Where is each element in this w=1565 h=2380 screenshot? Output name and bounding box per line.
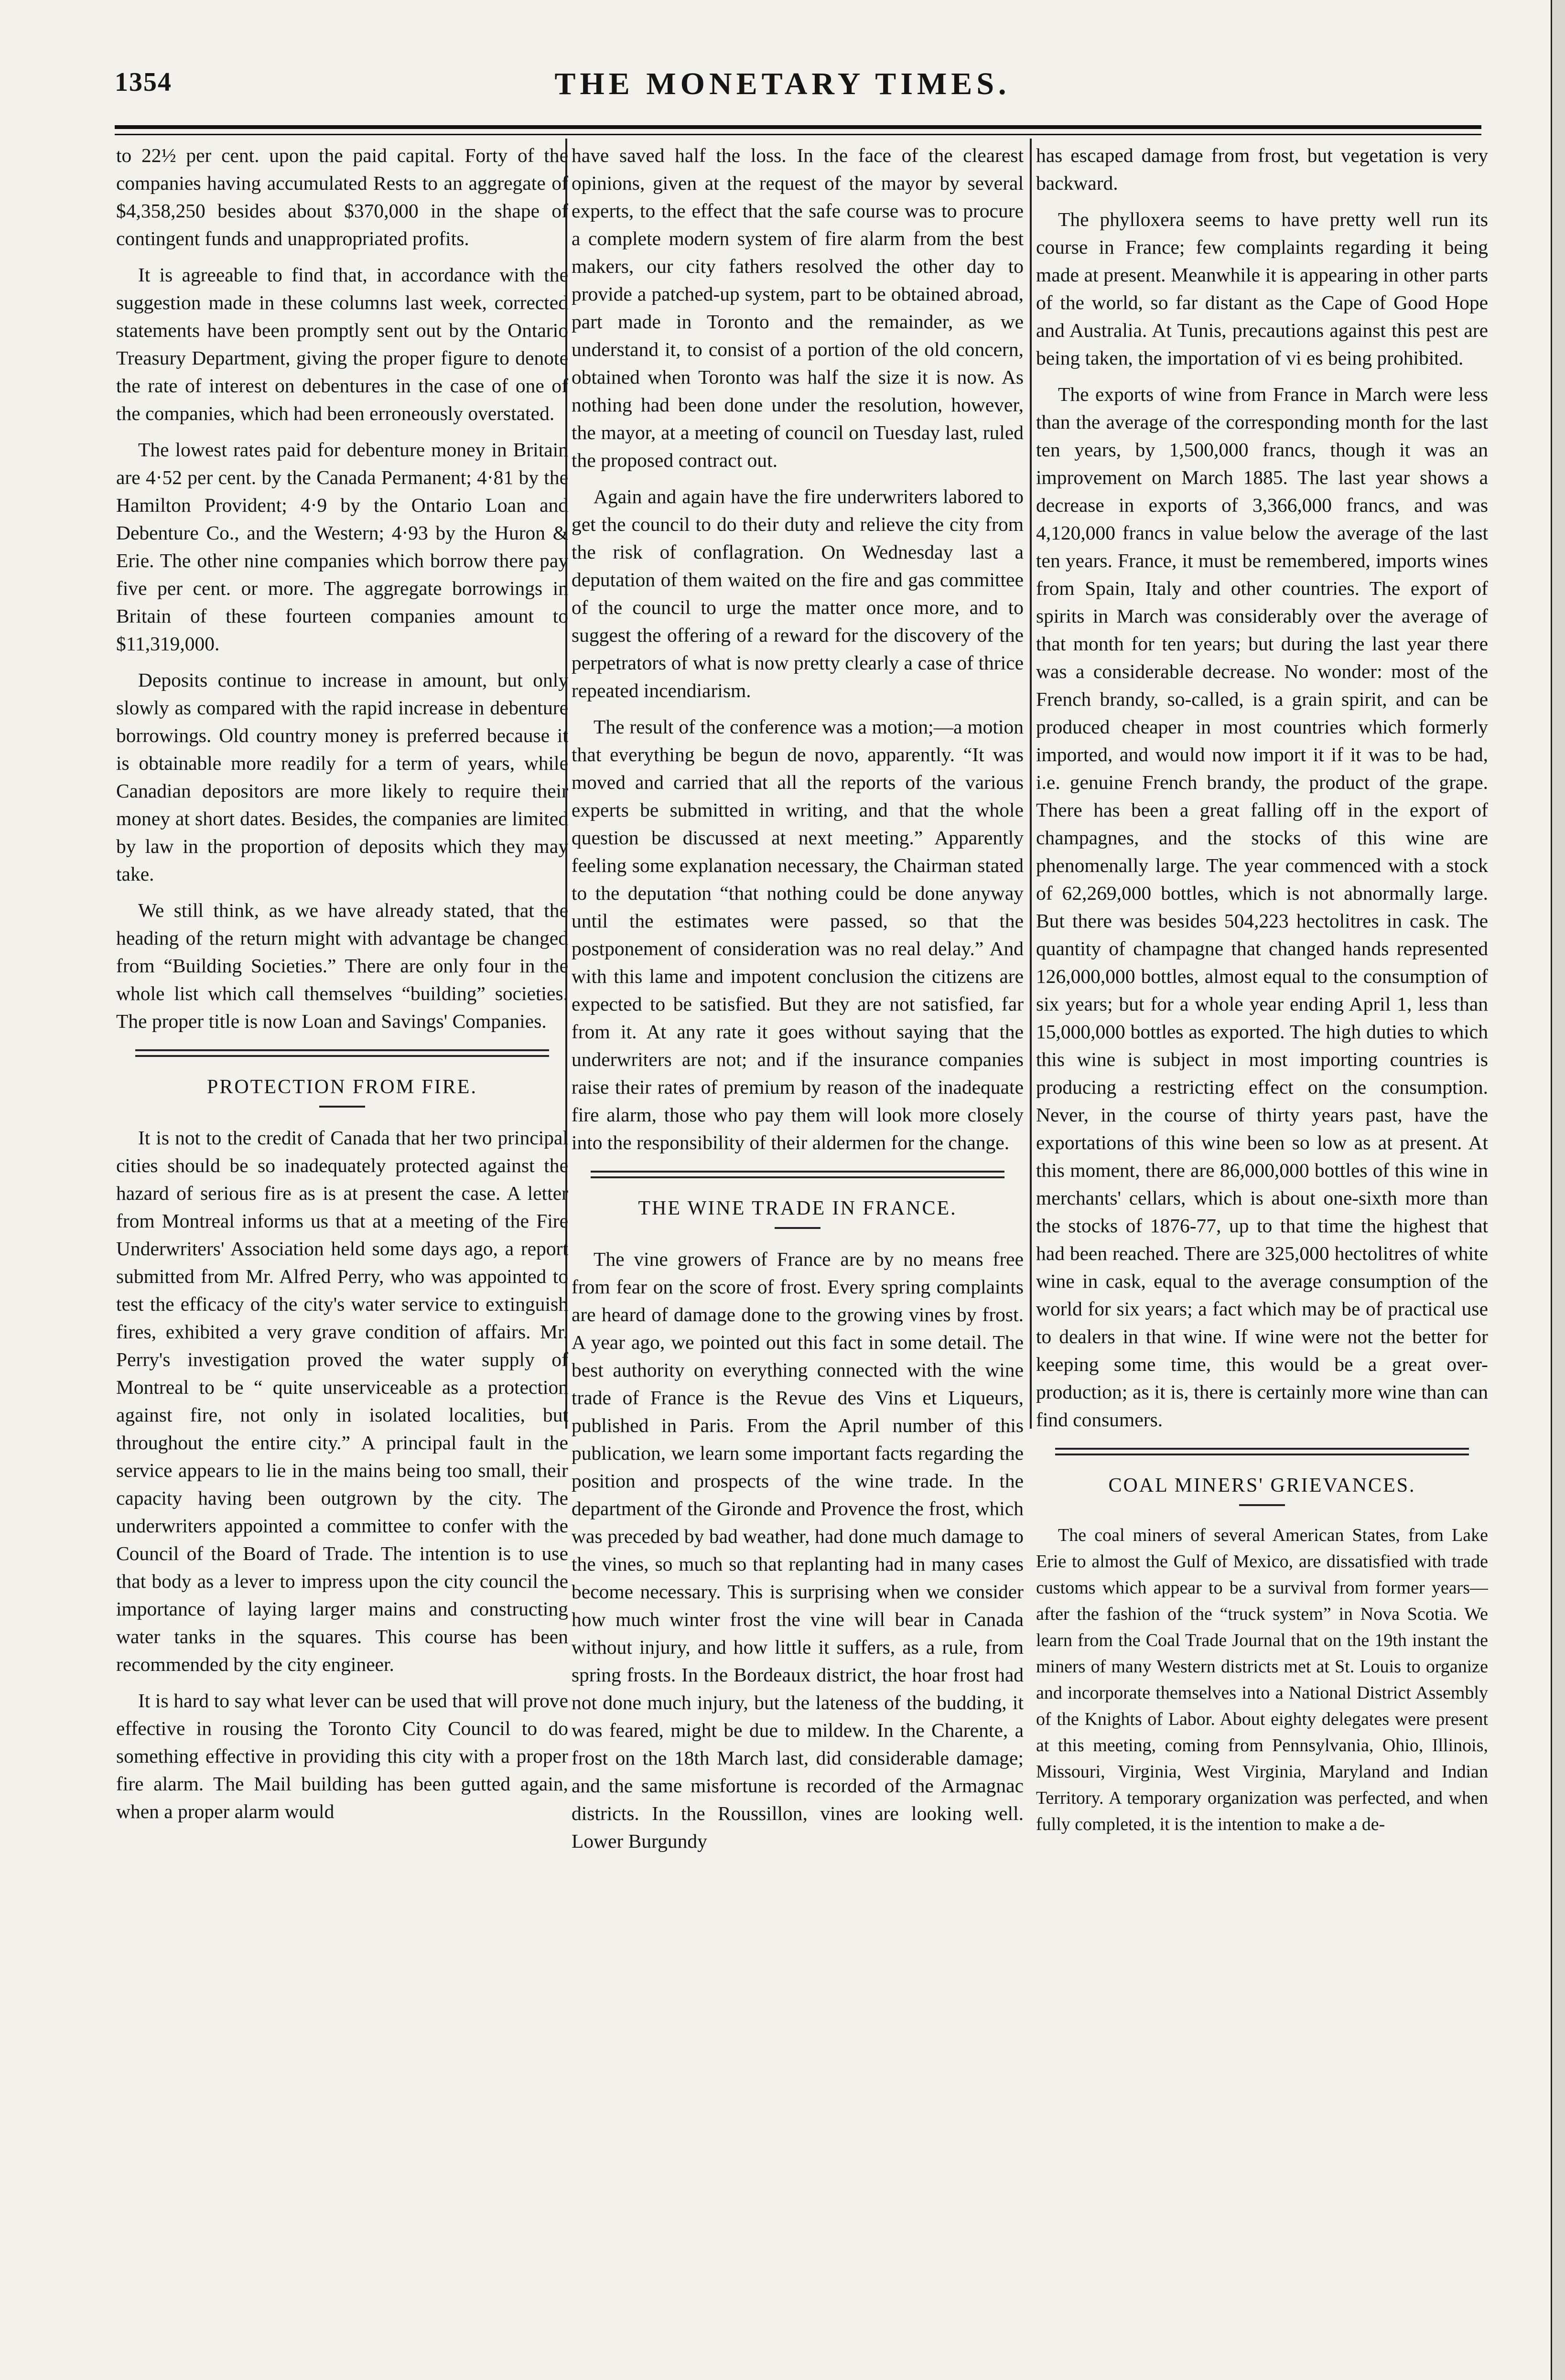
paragraph: The exports of wine from France in March were less than the average of the corresponding month for the last ten years, by 1,500,000 francs, though it was an improvement on March 1885. The last year shows a decrease in exports of 3,366,000 francs, and was 4,120,000 francs in value below the average of the last ten years. France, it must be remembered, imports wines from Spain, Italy and other countries. The export of spirits in March was considerably over the average of that month for ten years; but during the last year there was a considerable decrease. No wonder: most of the French brandy, so-called, is a grain spirit, and can be produced cheaper in most countries which formerly imported, and would now import it if it was to be had, i.e. genuine French brandy, the product of the grape. There has been a great falling off in the export of champagnes, and the stocks of this wine are phenomenally large. The year commenced with a stock of 62,269,000 bottles, which is not abnormally large. But there was besides 504,223 hectolitres in cask. The quantity of champagne that changed hands represented 126,000,000 bottles, almost equal to the consumption of six years; but for a whole year ending April 1, less than 15,000,000 bottles as exported. The high duties to which this wine is subject in most importing countries is producing a restricting effect on the consumption. Never, in the course of thirty years past, have the exportations of this wine been so low as at present. At this moment, there are 86,000,000 bottles of this wine in merchants' cellars, which is about one-sixth more than the stocks of 1876-77, up to that time the highest that had been reached. There are 325,000 hectolitres of white wine in cask, equal to the average consumption of the world for six years; a fact which may be of practical use to dealers in that wine. If wine were not the better for keeping some time, this would be a great over-production; as it is, there is certainly more wine than can find consumers.: [1036, 383, 1488, 1431]
paragraph: We still think, as we have already stated, that the heading of the return might with advantage be changed from “Building Societies.” There are only four in the whole list which call themselves “building” societies. The proper title is now Loan and Savings' Companies.: [116, 899, 568, 1032]
column-1: [116, 141, 568, 2358]
masthead-title: THE MONETARY TIMES.: [554, 66, 1011, 101]
masthead-rule-thin: [115, 134, 1481, 135]
paragraph: It is hard to say what lever can be used that will prove effective in rousing the Toronto City Council to do something effective in providing this city with a proper fire alarm. The Mail building has been gutted again, when a proper alarm would: [116, 1690, 568, 1822]
page-number: 1354: [115, 67, 172, 97]
heading-rule: [775, 1227, 820, 1229]
paragraph: It is agreeable to find that, in accordance with the suggestion made in these columns last week, corrected statements have been promptly sent out by the Ontario Treasury Department, giving the proper figure to denote the rate of interest on debentures in the case of one of the companies, which had been erroneously overstated.: [116, 264, 568, 424]
section-heading: PROTECTION FROM FIRE.: [207, 1076, 477, 1098]
heading-rule: [319, 1106, 365, 1108]
paragraph: have saved half the loss. In the face of the clearest opinions, given at the request of the mayor by several experts, to the effect that the safe course was to procure a complete modern system of fire alarm from the best makers, our city fathers resolved the other day to provide a patched-up system, part to be obtained abroad, part made in Toronto and the remainder, as we understand it, to consist of a portion of the old concern, obtained when Toronto was half the size it is now. As nothing had been done under the resolution, however, the mayor, at a meeting of council on Tuesday last, ruled the proposed contract out.: [572, 144, 1024, 471]
paragraph: It is not to the credit of Canada that her two principal cities should be so inadequately protected against the hazard of serious fire as is at present the case. A letter from Montreal informs us that at a meeting of the Fire Underwriters' Association held some days ago, a report submitted from Mr. Alfred Perry, who was appointed to test the efficacy of the city's water service to extinguish fires, exhibited a very grave condition of affairs. Mr. Perry's investigation proved the water supply of Montreal to be “ quite unserviceable as a protection against fire, not only in isolated localities, but throughout the entire city.” A principal fault in the service appears to lie in the mains being too small, their capacity having been outgrown by the city. The underwriters appointed a committee to confer with the Council of the Board of Trade. The intention is to use that body as a lever to impress upon the city council the importance of laying larger mains and constructing water tanks in the squares. This course has been recommended by the city engineer.: [116, 1127, 568, 1675]
heading-rule: [1239, 1504, 1285, 1506]
section-divider: [135, 1049, 549, 1057]
paragraph: has escaped damage from frost, but vegetation is very backward.: [1036, 144, 1488, 194]
paragraph: The lowest rates paid for debenture money in Britain are 4·52 per cent. by the Canada Permanent; 4·81 by the Hamilton Provident; 4·9 by the Ontario Loan and Debenture Co., and the Western; 4·93 by the Huron & Erie. The other nine companies which borrow there pay five per cent. or more. The aggregate borrowings in Britain of these fourteen companies amount to $11,319,000.: [116, 439, 568, 655]
section-heading: THE WINE TRADE IN FRANCE.: [638, 1197, 957, 1219]
column-3: [1036, 141, 1488, 2358]
column-2: [572, 141, 1024, 2358]
page-edge: [1551, 0, 1565, 2380]
paragraph: to 22½ per cent. upon the paid capital. Forty of the companies having accumulated Rests to an aggregate of $4,358,250 besides about $370,000 in the shape of contingent funds and unappropriated profits.: [116, 144, 568, 249]
paragraph: Deposits continue to increase in amount, but only slowly as compared with the rapid increase in debenture borrowings. Old country money is preferred because it is obtainable more readily for a term of years, while Canadian depositors are more likely to require their money at short dates. Besides, the companies are limited by law in the proportion of deposits which they may take.: [116, 669, 568, 885]
paragraph: Again and again have the fire underwriters labored to get the council to do their duty and relieve the city from the risk of conflagration. On Wednesday last a deputation of them waited on the fire and gas committee of the council to urge the matter once more, and to suggest the offering of a reward for the discovery of the perpetrators of what is now pretty clearly a case of thrice repeated incendiarism.: [572, 485, 1024, 701]
section-divider: [591, 1171, 1004, 1178]
paragraph: The phylloxera seems to have pretty well run its course in France; few complaints regarding it being made at present. Meanwhile it is appearing in other parts of the world, so far distant as the Cape of Good Hope and Australia. At Tunis, precautions against this pest are being taken, the importation of vi es being prohibited.: [1036, 208, 1488, 369]
masthead-rule: [115, 125, 1481, 129]
paragraph: The vine growers of France are by no means free from fear on the score of frost. Every spring complaints are heard of damage done to the growing vines by frost. A year ago, we pointed out this fact in some detail. The best authority on everything connected with the wine trade of France is the Revue des Vins et Liqueurs, published in Paris. From the April number of this publication, we learn some important facts regarding the position and prospects of the wine trade. In the department of the Gironde and Provence the frost, which was preceded by bad weather, had done much damage to the vines, so much so that replanting had in many cases become necessary. This is surprising when we consider how much winter frost the vine will bear in Canada without injury, and how little it suffers, as a rule, from spring frosts. In the Bordeaux district, the hoar frost had not done much injury, but the lateness of the budding, it was feared, might be due to mildew. In the Charente, a frost on the 18th March last, did considerable damage; and the same misfortune is recorded of the Armagnac districts. In the Roussillon, vines are looking well. Lower Burgundy: [572, 1248, 1024, 1852]
section-heading: COAL MINERS' GRIEVANCES.: [1108, 1475, 1416, 1497]
column-divider: [1030, 139, 1032, 1429]
paragraph: The coal miners of several American States, from Lake Erie to almost the Gulf of Mexico, are dissatisfied with trade customs which appear to be a survival from former years—after the fashion of the “truck system” in Nova Scotia. We learn from the Coal Trade Journal that on the 19th instant the miners of many Western districts met at St. Louis to organize and incorporate themselves into a National District Assembly of the Knights of Labor. About eighty delegates were present at this meeting, coming from Pennsylvania, Ohio, Illinois, Missouri, Virginia, West Virginia, Maryland and Indian Territory. A temporary organization was perfected, and when fully completed, it is the intention to make a de-: [1036, 1525, 1488, 1834]
section-divider: [1055, 1448, 1469, 1455]
paragraph: The result of the conference was a motion;—a motion that everything be begun de novo, apparently. “It was moved and carried that all the reports of the various experts be submitted in writing, and that the whole question be discussed at next meeting.” Apparently feeling some explanation necessary, the Chairman stated to the deputation “that nothing could be done anyway until the estimates were passed, so that the postponement of consideration was no real delay.” And with this lame and impotent conclusion the citizens are expected to be satisfied. But they are not satisfied, far from it. At any rate it goes without saying that the underwriters are not; and if the insurance companies raise their rates of premium by reason of the inadequate fire alarm, those who pay them will look more closely into the responsibility of their aldermen for the change.: [572, 716, 1024, 1153]
